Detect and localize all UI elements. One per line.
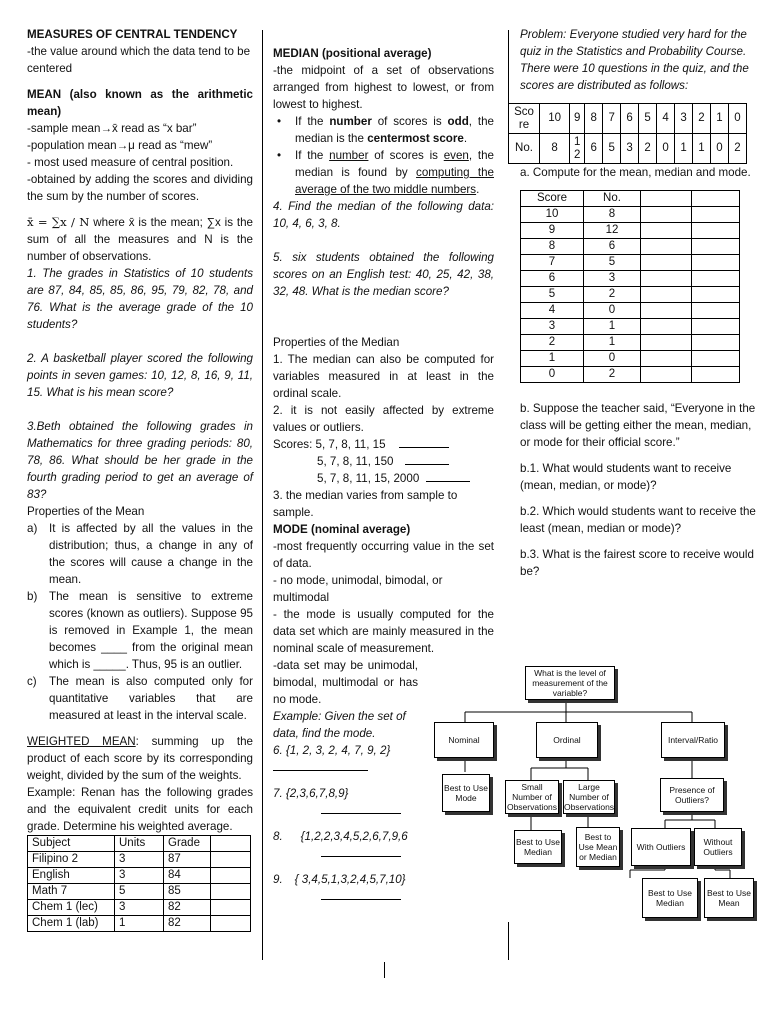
flow-with-outliers: With Outliers (631, 828, 691, 866)
flow-small-observations: Small Number of Observations (506, 782, 558, 812)
table-row: 5 2 (521, 287, 740, 303)
list-item: a) It is affected by all the values in the distribution; thus, a change in any of the scores will cause a change in the mean. (27, 522, 253, 586)
table-header: Subject Units Grade (28, 836, 251, 852)
flow-best-median-outliers: Best to Use Median (642, 878, 698, 918)
question-b1: b.1. What would students want to receive (mean, median, or mode)? (520, 462, 732, 492)
page-bottom-mark (384, 962, 385, 978)
question-b3: b.3. What is the fairest score to receive would be? (520, 548, 754, 578)
column-problem (514, 26, 756, 580)
mean-heading: MEAN (also known as the arithmetic mean) (27, 88, 253, 118)
scores-line-3: 5, 7, 8, 11, 15, 2000 (273, 470, 494, 487)
problem-text: Problem: Everyone studied very hard for the quiz in the Statistics and Probability Course. There were 10 questions in the quiz, and the scores are distributed as follows: (520, 28, 749, 92)
example-1: 1. The grades in Statistics of 10 students are 87, 84, 85, 85, 86, 95, 79, 82, 78, and 76. What is the average grade of the 10 students? (27, 267, 253, 331)
sample-mean: -sample mean→x̄ read as “x bar” (27, 122, 197, 135)
flow-nominal: Nominal (434, 722, 494, 758)
list-item: b) The mean is sensitive to extreme scores (known as outliers). Suppose 95 is removed in Example 1, the mean becomes ____ from the original mean which is _____. Thus, 95 is an outlier. (27, 590, 253, 671)
mode-types: - no mode, unimodal, bimodal, or multimodal (273, 574, 443, 604)
score-distribution-table (508, 103, 747, 164)
example-9: 9. { 3,4,5,1,3,2,4,5,7,10} (273, 873, 406, 886)
definition: -the value around which the data tend to be centered (27, 45, 251, 75)
section-heading: MEASURES OF CENTRAL TENDENCY (27, 28, 238, 41)
mean-properties-list (27, 520, 253, 724)
median-rules (273, 113, 494, 198)
column-divider-right-lower (508, 922, 509, 960)
mode-set: -data set may be unimodal, bimodal, multimodal or has no mode. (273, 659, 418, 706)
table-row: 2 1 (521, 335, 740, 351)
flow-best-mean-or-median: Best to Use Mean or Median (576, 827, 620, 867)
measure-selection-flowchart (430, 662, 760, 924)
flow-presence-outliers: Presence of Outliers? (660, 778, 724, 812)
scores-line-2: 5, 7, 8, 11, 150 (273, 453, 494, 470)
table-row: 10 8 (521, 207, 740, 223)
example-2: 2. A basketball player scored the following points in seven games: 10, 12, 8, 16, 9, 11, 15. What is his mean score? (27, 352, 253, 399)
median-definition: -the midpoint of a set of observations arranged from highest to lowest, or from lowest to highest. (273, 64, 494, 111)
mode-heading: MODE (nominal average) (273, 523, 411, 536)
table-row: 6 3 (521, 271, 740, 287)
flow-best-mean: Best to Use Mean (704, 878, 754, 918)
example-4: 4. Find the median of the following data: 10, 4, 6, 3, 8. (273, 200, 494, 230)
flow-interval-ratio: Interval/Ratio (661, 722, 725, 758)
table-row: 3 1 (521, 319, 740, 335)
table-row: Math 7 5 85 (28, 884, 251, 900)
example-7: 7. {2,3,6,7,8,9} (273, 787, 349, 800)
score-worksheet-table (520, 190, 740, 383)
table-row: No. 8 12 6 5 3 2 0 1 1 0 2 (509, 134, 747, 164)
mode-nominal: - the mode is usually computed for the data set which are mainly measured in the nominal scale of measurement. (273, 608, 494, 655)
flow-without-outliers: Without Outliers (694, 828, 742, 866)
scores-line-1: Scores: 5, 7, 8, 11, 15 (273, 436, 494, 453)
mean-formula (27, 214, 253, 265)
formula: x̄ = ∑x / N (27, 215, 90, 229)
table-row: 7 5 (521, 255, 740, 271)
column-divider-left (262, 30, 263, 960)
flow-large-observations: Large Number of Observations (563, 782, 615, 812)
table-row: Sco re 10 9 8 7 6 5 4 3 2 1 0 (509, 104, 747, 134)
population-mean: -population mean→μ read as “mew” (27, 139, 213, 152)
median-prop-1: 1. The median can also be computed for variables measured in at least in the ordinal scale. (273, 353, 494, 400)
table-row: English 3 84 (28, 868, 251, 884)
table-row: 9 12 (521, 223, 740, 239)
example-3: 3.Beth obtained the following grades in Mathematics for three grading periods: 80, 78, 86. What should be her grade in the fourth grading period to get an average of 83? (27, 420, 253, 501)
median-prop-3: 3. the median varies from sample to sample. (273, 489, 458, 519)
flow-ordinal: Ordinal (536, 722, 598, 758)
mean-properties-title: Properties of the Mean (27, 505, 145, 518)
list-item: • If the number of scores is odd, the median is the centermost score. (277, 115, 494, 145)
example-6: 6. {1, 2, 3, 2, 4, 7, 9, 2} (273, 744, 391, 757)
weighted-table (27, 835, 251, 932)
question-b2: b.2. Which would students want to receive the least (mean, median or mode)? (520, 505, 756, 535)
table-row: Filipino 2 3 87 (28, 852, 251, 868)
question-b: b. Suppose the teacher said, “Everyone in the class will be getting either the mean, median, or mode for their official score.” (520, 402, 756, 449)
most-used: - most used measure of central position. (27, 156, 234, 169)
question-a: a. Compute for the mean, median and mode. (520, 166, 751, 179)
flow-best-median: Best to Use Median (514, 830, 562, 864)
weighted-mean: WEIGHTED MEAN: summing up the product of each score by its corresponding weight, divided by the sum of the weights. (27, 735, 253, 782)
list-item: c) The mean is also computed only for quantitative variables that are measured at least in the interval scale. (27, 675, 253, 722)
column-mean (27, 26, 253, 932)
median-prop-2: 2. it is not easily affected by extreme values or outliers. (273, 404, 494, 434)
table-row: 1 0 (521, 351, 740, 367)
flow-root-question: What is the level of measurement of the variable? (525, 666, 615, 700)
example-8: 8. {1,2,2,3,4,5,2,6,7,9,6 (273, 830, 408, 843)
weighted-label: WEIGHTED MEAN (27, 735, 136, 748)
mode-definition: -most frequently occurring value in the set of data. (273, 540, 494, 570)
mode-example: Example: Given the set of data, find the mode. (273, 710, 406, 740)
flow-best-mode: Best to Use Mode (442, 774, 490, 812)
median-heading: MEDIAN (positional average) (273, 47, 432, 60)
table-row: 4 0 (521, 303, 740, 319)
table-row: 8 6 (521, 239, 740, 255)
median-properties-title: Properties of the Median (273, 336, 400, 349)
weighted-example: Example: Renan has the following grades and the equivalent credit units for each grade. Determine his weighted average. (27, 786, 253, 833)
table-header: Score No. (521, 191, 740, 207)
table-row: Chem 1 (lec) 3 82 (28, 900, 251, 916)
example-5: 5. six students obtained the following scores on an English test: 40, 25, 42, 38, 32, 48. What is the median score? (273, 251, 494, 298)
formula-desc: where x̄ is the mean; ∑x is the sum of all the measures and N is the number of observations. (27, 216, 253, 263)
table-row: 0 2 (521, 367, 740, 383)
list-item: • If the number of scores is even, the median is found by computing the average of the two middle numbers. (277, 149, 494, 196)
table-row: Chem 1 (lab) 1 82 (28, 916, 251, 932)
obtained: -obtained by adding the scores and dividing the sum by the number of scores. (27, 173, 253, 203)
